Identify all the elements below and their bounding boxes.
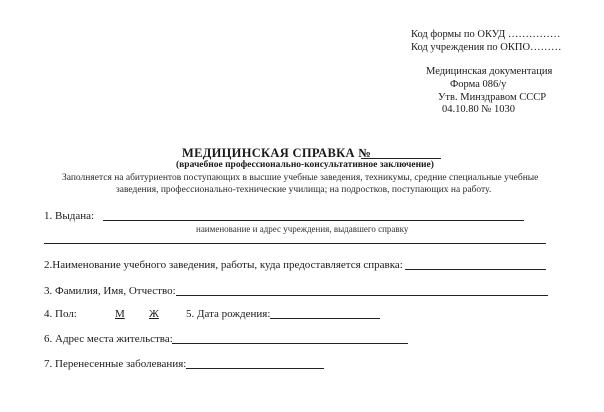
issued-to-hint: наименование и адрес учреждения, выдавшего справку [196,224,409,234]
certificate-number-field[interactable] [361,158,441,159]
approved-by: Утв. Минздравом СССР [438,92,547,103]
okud-code: Код формы по ОКУД …………… [411,29,561,40]
certificate-title: МЕДИЦИНСКАЯ СПРАВКА № [182,146,372,160]
instructions-line-1: Заполняется на абитуриентов поступающих в высшие учебные заведения, техникумы, средние специальные учебные [62,173,539,183]
field-4-label: 4. Пол: [44,308,77,320]
field-6-label: 6. Адрес места жительства: [44,333,173,345]
institution-field[interactable] [405,269,546,270]
diseases-field[interactable] [186,368,324,369]
form-number: Форма 086/у [450,79,507,90]
address-field[interactable] [172,343,408,344]
field-5-label: 5. Дата рождения: [186,308,271,320]
sex-option-male[interactable]: М [115,308,125,320]
doc-type: Медицинская документация [426,66,553,77]
issued-to-field-continued[interactable] [44,243,546,244]
okpo-code: Код учреждения по ОКПО……… [411,42,562,53]
certificate-subtitle: (врачебное профессионально-консультативное заключение) [176,160,434,170]
field-7-label: 7. Перенесенные заболевания: [44,358,187,370]
field-3-label: 3. Фамилия, Имя, Отчество: [44,285,176,297]
fullname-field[interactable] [176,295,548,296]
approval-date: 04.10.80 № 1030 [442,104,516,115]
field-2-label: 2.Наименование учебного заведения, работы, куда предоставляется справка: [44,259,403,271]
issued-to-field[interactable] [103,220,524,221]
instructions-line-2: заведения, профессионально-технические училища; на подростков, поступающих на работу. [116,185,492,195]
birth-date-field[interactable] [270,318,380,319]
field-1-label: 1. Выдана: [44,210,95,222]
sex-option-female[interactable]: Ж [149,308,159,320]
